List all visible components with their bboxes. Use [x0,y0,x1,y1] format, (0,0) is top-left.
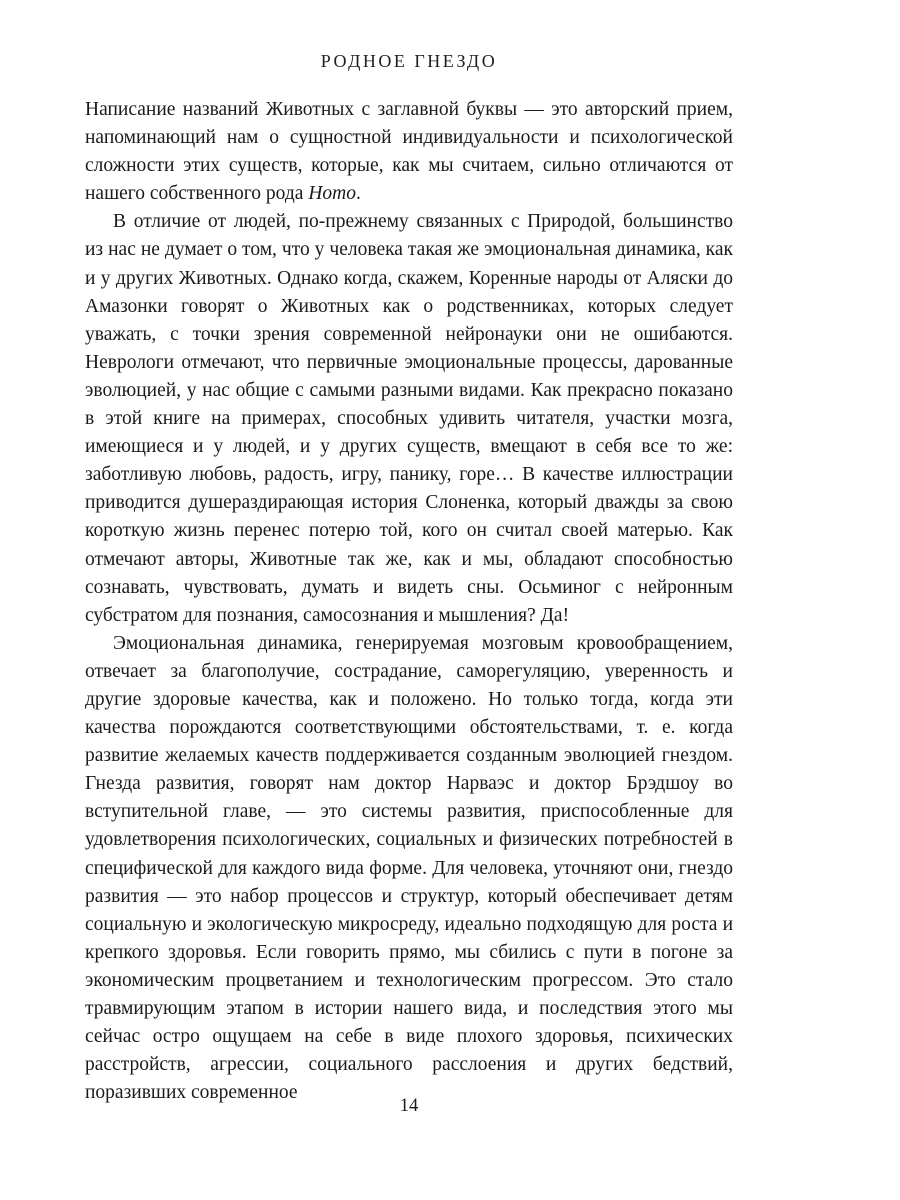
text-run: Эмоциональная динамика, генерируемая мозговым кровообращением, отвечает за благополучие, сострадание, саморегуляцию, уверенность и другие здоровые качества, как и положено. Но только тогда, когда эти качества порождаются соответствующими обстоятельствами, т. е. когда развитие желаемых качеств поддерживается созданным эволюцией гнездом. Гнезда развития, говорят нам доктор Нарваэс и доктор Брэдшоу во вступительной главе, — это системы развития, приспособленные для удовлетворения психологических, социальных и физических потребностей в специфической для каждого вида форме. Для человека, уточняют они, гнездо развития — это набор процессов и структур, который обеспечивает детям социальную и экологическую микросреду, идеально подходящую для роста и крепкого здоровья. Если говорить прямо, мы сбились с пути в погоне за экономическим процветанием и технологическим прогрессом. Это стало травмирующим этапом в истории нашего вида, и последствия этого мы сейчас остро ощущаем на себе в виде плохого здоровья, психических расстройств, агрессии, социального расслоения и других бедствий, поразивших современное [85,632,733,1104]
text-run: В отличие от людей, по-прежнему связанных с Природой, большинство из нас не думает о том, что у человека такая же эмоциональная динамика, как и у других Животных. Однако когда, скажем, Коренные народы от Аляски до Амазонки говорят о Животных как о родственниках, которых следует уважать, с точки зрения современной нейронауки они не ошибаются. Неврологи отмечают, что первичные эмоциональные процессы, дарованные эволюцией, у нас общие с самыми разными видами. Как прекрасно показано в этой книге на примерах, способных удивить читателя, участки мозга, имеющиеся и у людей, и у других существ, вмещают в себя все то же: заботливую любовь, радость, игру, панику, горе… В качестве иллюстрации приводится душераздирающая история Слоненка, который дважды за свою короткую жизнь перенес потерю той, кого он считал своей матерью. Как отмечают авторы, Животные так же, как и мы, обладают способностью сознавать, чувствовать, думать и видеть сны. Осьминог с нейронным субстратом для познания, самосознания и мышления? Да! [85,211,733,626]
body-text [85,96,733,1107]
paragraph [85,630,733,1108]
paragraph [85,208,733,629]
running-header: РОДНОЕ ГНЕЗДО [320,51,498,71]
page-number: 14 [399,1096,419,1116]
text-run: Написание названий Животных с заглавной буквы — это авторский прием, напоминающий нам о сущностной индивидуальности и психологической сложности этих существ, которые, как мы считаем, сильно отличаются от нашего собственного рода [85,99,733,205]
italic-text-run: Homo [308,183,356,205]
text-run: . [355,183,361,205]
paragraph [85,96,733,208]
